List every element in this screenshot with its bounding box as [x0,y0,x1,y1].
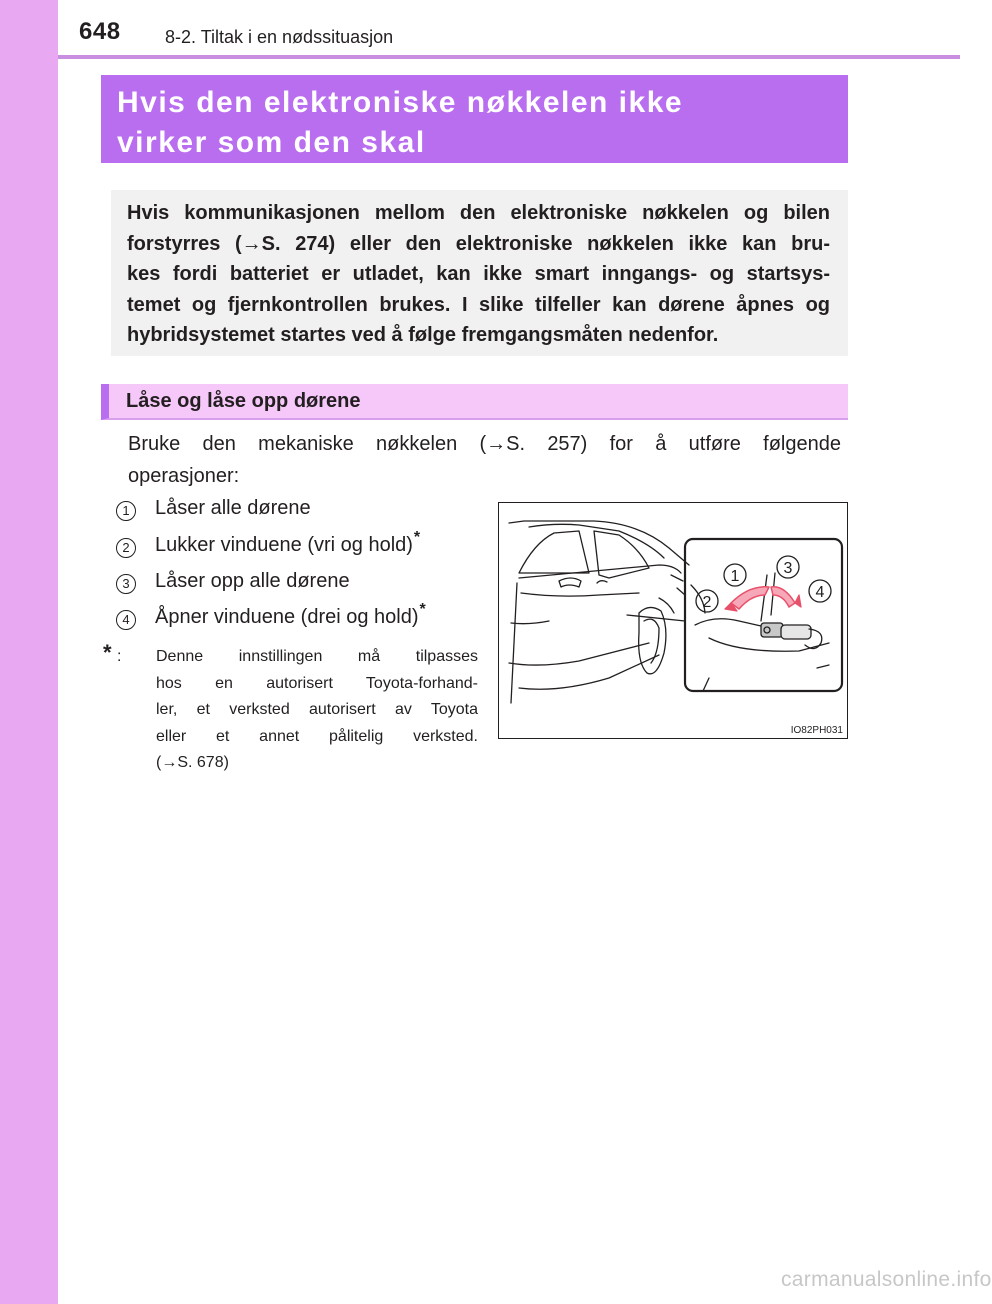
header-rule [58,55,960,59]
page-number: 648 [79,18,121,45]
intro-line: temet og fjernkontrollen brukes. I slike tilfeller kan dørene åpnes og [127,293,830,316]
step-text: Lukker vinduene (vri og hold)* [155,529,421,556]
watermark: carmanualsonline.info [781,1268,992,1291]
footnote-line: eller et annet pålitelig verksted. [156,727,478,745]
body-line-2: operasjoner: [128,465,240,487]
step-number-circle: 3 [116,574,136,594]
title-line-2: virker som den skal [117,126,426,159]
car-door-drawing [499,503,847,738]
door-key-illustration [498,502,848,739]
callout-3: 3 [783,560,793,577]
asterisk-mark: * [419,601,426,618]
subsection-heading-text: Låse og låse opp dørene [126,390,361,412]
step-text: Låser alle dørene [155,497,311,519]
footnote-line: hos en autorisert Toyota-forhand- [156,674,478,692]
rotate-right-arrow [771,587,795,607]
step-text: Åpner vinduene (drei og hold)* [155,601,426,628]
footnote: * : Denne innstillingen må tilpasses hos en autorisert Toyota-forhand- ler, et verksted autorisert av Toyota eller et annet pålitelig verksted. (→S. 678) [103,644,478,777]
title-line-1: Hvis den elektroniske nøkkelen ikke [117,86,684,119]
callout-4: 4 [815,584,825,601]
intro-box [111,190,848,356]
asterisk-mark: * [413,529,421,546]
footnote-asterisk: * [103,640,112,665]
step-text: Låser opp alle dørene [155,570,350,592]
step-number-circle: 4 [116,610,136,630]
figure-id: IO82PH031 [790,725,843,736]
chapter-title-box [101,75,848,163]
step-number-circle: 1 [116,501,136,521]
intro-line: hybridsystemet startes ved å følge fremgangsmåten nedenfor. [127,324,719,347]
intro-line: Hvis kommunikasjonen mellom den elektroniske nøkkelen og bilen [127,202,830,224]
callout-2: 2 [702,594,712,611]
side-tab-band [0,0,58,1304]
body-paragraph [128,428,841,492]
footnote-line: ler, et verksted autorisert av Toyota [156,701,478,718]
subsection-heading [101,384,848,420]
footnote-line: (→S. 678) [156,754,229,771]
step-number-circle: 2 [116,538,136,558]
intro-line: kes fordi batteriet er utladet, kan ikke smart inngangs- og startsys- [127,263,830,286]
body-line-1: Bruke den mekaniske nøkkelen (→S. 257) for å utføre følgende [128,433,841,455]
callout-1: 1 [730,568,740,585]
intro-line: forstyrres (→S. 274) eller den elektroniske nøkkelen ikke kan bru- [127,232,830,255]
section-label: 8-2. Tiltak i en nødssituasjon [165,27,394,47]
footnote-line: Denne innstillingen må tilpasses [156,648,478,665]
